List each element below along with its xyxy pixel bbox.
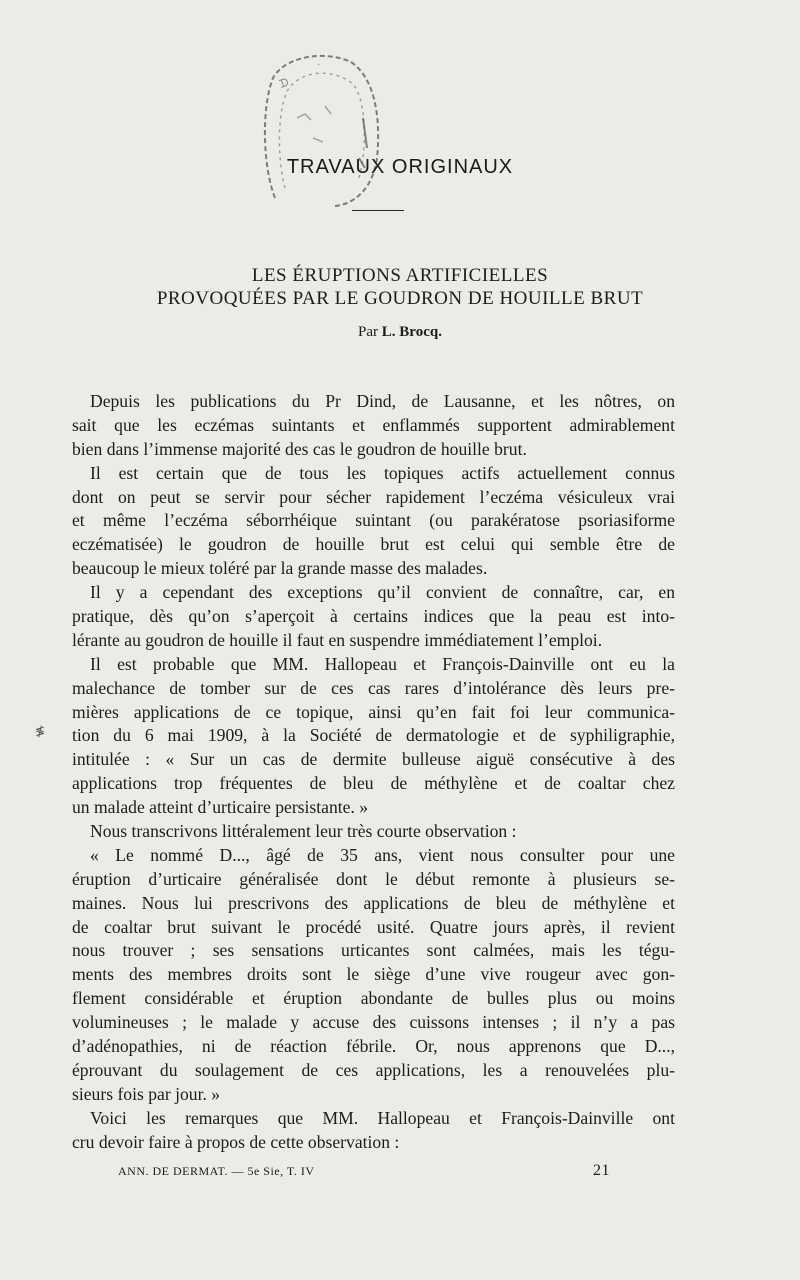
body-line: tion du 6 mai 1909, à la Société de dermatologie et de syphiligraphie, xyxy=(72,725,675,746)
author-prefix: Par xyxy=(358,324,379,340)
journal-reference: ANN. DE DERMAT. — 5e Sie, T. IV xyxy=(118,1164,315,1178)
body-line: Il est probable que MM. Hallopeau et François-Dainville ont eu la xyxy=(90,653,675,674)
body-line: beaucoup le mieux toléré par la grande masse des malades. xyxy=(72,558,488,579)
body-line: Nous transcrivons littéralement leur très courte observation : xyxy=(90,821,517,842)
page-number: 21 xyxy=(593,1162,610,1179)
body-line: Depuis les publications du Pr Dind, de Lausanne, et les nôtres, on xyxy=(90,391,675,411)
section-header: TRAVAUX ORIGINAUX xyxy=(286,156,514,178)
body-line: malechance de tomber sur de ces cas rares d’intolérance dès leurs pre- xyxy=(72,677,675,698)
header-rule xyxy=(352,210,404,211)
body-line: dont on peut se servir pour sécher rapidement l’eczéma vésiculeux vrai xyxy=(72,486,675,507)
author-byline xyxy=(0,324,800,341)
body-line: eczématisée) le goudron de houille brut est celui qui semble être de xyxy=(72,534,675,555)
svg-text:ᗪ: ᗪ xyxy=(277,75,291,91)
body-line: de coaltar brut suivant le procédé usité. Quatre jours après, il revient xyxy=(72,916,675,937)
body-line: cru devoir faire à propos de cette observation : xyxy=(72,1131,400,1152)
body-line: maines. Nous lui prescrivons des applications de bleu de méthylène et xyxy=(72,892,675,913)
body-line: d’adénopathies, ni de réaction fébrile. Or, nous apprenons que D..., xyxy=(72,1036,675,1057)
svg-text:·: · xyxy=(317,60,321,71)
body-line: « Le nommé D..., âgé de 35 ans, vient nous consulter pour une xyxy=(90,844,675,865)
body-line: applications trop fréquentes de bleu de méthylène et de coaltar chez xyxy=(72,773,675,794)
body-line: mières applications de ce topique, ainsi qu’en fait foi leur communica- xyxy=(72,701,675,722)
author-name: L. Brocq. xyxy=(381,324,442,340)
body-line: bien dans l’immense majorité des cas le goudron de houille brut. xyxy=(72,438,527,459)
body-line: Voici les remarques que MM. Hallopeau et François-Dainville ont xyxy=(90,1107,675,1128)
body-line: Il y a cependant des exceptions qu’il convient de connaître, car, en xyxy=(90,582,675,603)
body-line: Il est certain que de tous les topiques actifs actuellement connus xyxy=(90,462,675,483)
article-title-line-2: PROVOQUÉES PAR LE GOUDRON DE HOUILLE BRUT xyxy=(156,288,644,309)
body-line: et même l’eczéma séborrhéique suintant (ou parakératose psoriasiforme xyxy=(72,510,675,531)
body-line: nous trouver ; ses sensations urticantes sont calmées, mais les tégu- xyxy=(72,940,675,961)
body-line: sieurs fois par jour. » xyxy=(72,1083,221,1104)
body-line: ments des membres droits sont le siège d’une vive rougeur avec gon- xyxy=(72,964,675,985)
body-line: éprouvant du soulagement de ces applications, les a renouvelées plu- xyxy=(72,1059,675,1080)
body-line: pratique, dès qu’on s’aperçoit à certains indices que la peau est into- xyxy=(72,606,675,627)
body-line: intitulée : « Sur un cas de dermite bulleuse aiguë consécutive à des xyxy=(72,749,675,770)
margin-mark: ≸ xyxy=(35,724,46,738)
body-line: flement considérable et éruption abondante de bulles plus ou moins xyxy=(72,988,675,1009)
body-line: éruption d’urticaire généralisée dont le début remonte à plusieurs se- xyxy=(72,868,675,889)
body-line: lérante au goudron de houille il faut en suspendre immédiatement l’emploi. xyxy=(72,629,603,650)
body-line: volumineuses ; le malade y accuse des cuissons intenses ; il n’y a pas xyxy=(72,1012,675,1033)
body-line: sait que les eczémas suintants et enflammés supportent admirablement xyxy=(72,414,675,435)
body-line: un malade atteint d’urticaire persistante. » xyxy=(72,797,369,818)
article-body xyxy=(72,390,675,1155)
article-title-line-1: LES ÉRUPTIONS ARTIFICIELLES xyxy=(251,265,549,286)
library-stamp xyxy=(255,48,383,208)
